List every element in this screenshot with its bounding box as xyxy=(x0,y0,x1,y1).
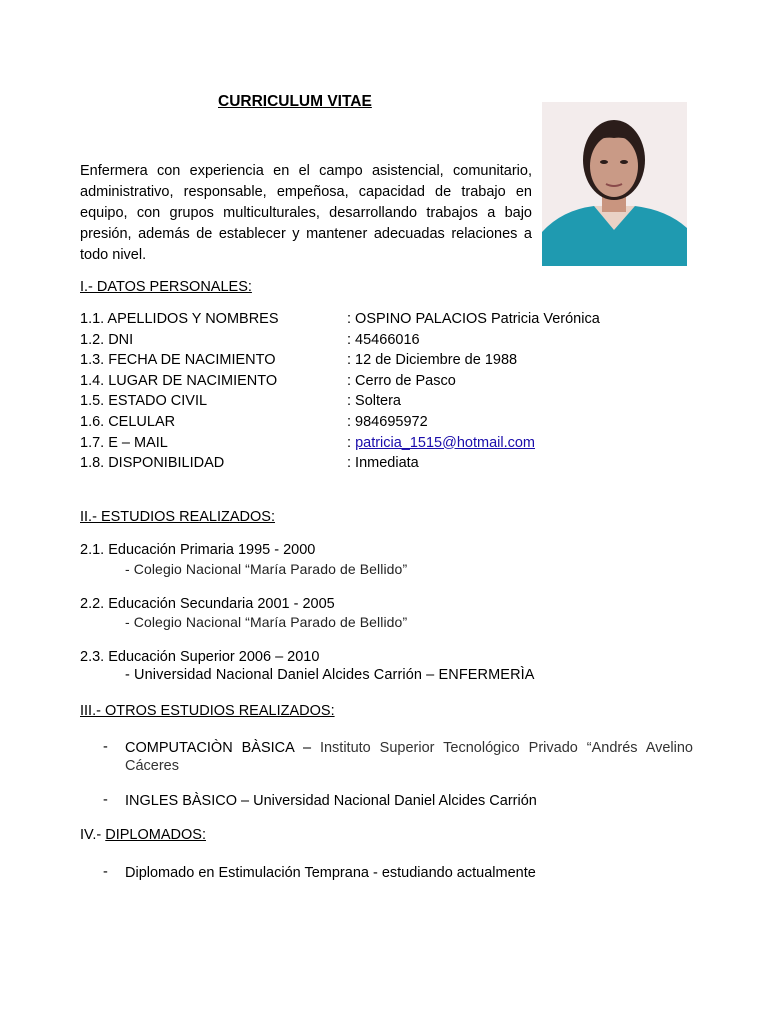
email-link[interactable]: patricia_1515@hotmail.com xyxy=(355,434,536,451)
section-heading-diplomas xyxy=(80,827,206,843)
other-study-institution: Instituto Superior Tecnológico Privado “Andrés Avelino Cáceres xyxy=(125,740,693,774)
study-institution: - Universidad Nacional Daniel Alcides Carrión – ENFERMERÌA xyxy=(125,667,535,683)
personal-label: 1.1. APELLIDOS Y NOMBRES xyxy=(80,311,279,327)
personal-label: 1.2. DNI xyxy=(80,331,134,348)
other-study-item: INGLES BÀSICO – Universidad Nacional Daniel Alcides Carrión xyxy=(125,793,537,809)
personal-label: 1.6. CELULAR xyxy=(80,414,176,430)
personal-label: 1.7. E – MAIL xyxy=(80,434,168,451)
personal-value: : 45466016 xyxy=(347,331,420,348)
personal-value-prefix: : xyxy=(347,434,356,451)
study-line: 2.1. Educación Primaria 1995 - 2000 xyxy=(80,542,316,558)
personal-value: : 984695972 xyxy=(347,414,428,430)
section-heading-studies: II.- ESTUDIOS REALIZADOS: xyxy=(80,509,275,525)
diploma-item: Diplomado en Estimulación Temprana - estudiando actualmente xyxy=(125,865,536,881)
personal-value: : 12 de Diciembre de 1988 xyxy=(347,352,518,369)
section-heading-other-studies: III.- OTROS ESTUDIOS REALIZADOS: xyxy=(80,703,335,719)
personal-value: : Soltera xyxy=(347,393,401,410)
personal-value: : OSPINO PALACIOS Patricia Verónica xyxy=(347,311,600,327)
profile-summary: Enfermera con experiencia en el campo asistencial, comunitario, administrativo, responsable, empeñosa, capacidad de trabajo en equipo, con grupos multiculturales, desarrollando trabajos a bajo presión, además de establecer y mantener adecuadas relaciones a todo nivel. xyxy=(80,163,532,263)
personal-row xyxy=(80,433,535,454)
personal-row xyxy=(80,412,428,433)
bullet-marker: - xyxy=(103,739,108,755)
profile-photo xyxy=(542,102,687,266)
personal-row xyxy=(80,350,517,371)
personal-label: 1.3. FECHA DE NACIMIENTO xyxy=(80,352,276,369)
other-study-item xyxy=(125,739,693,775)
personal-row xyxy=(80,453,419,474)
personal-label: 1.8. DISPONIBILIDAD xyxy=(80,455,225,472)
personal-row xyxy=(80,391,401,412)
study-institution: - Colegio Nacional “María Parado de Bellido” xyxy=(125,561,408,577)
personal-label: 1.4. LUGAR DE NACIMIENTO xyxy=(80,372,278,389)
personal-value: : Cerro de Pasco xyxy=(347,372,456,389)
personal-value: : Inmediata xyxy=(347,455,419,472)
study-institution: - Colegio Nacional “María Parado de Bellido” xyxy=(125,614,408,630)
study-line: 2.2. Educación Secundaria 2001 - 2005 xyxy=(80,596,335,612)
personal-row xyxy=(80,330,420,351)
bullet-marker: - xyxy=(103,864,108,880)
section-number: IV.- xyxy=(80,827,106,843)
personal-row xyxy=(80,309,600,330)
personal-label: 1.5. ESTADO CIVIL xyxy=(80,393,208,410)
section-title: DIPLOMADOS: xyxy=(105,827,206,843)
personal-row xyxy=(80,371,456,392)
section-heading-personal: I.- DATOS PERSONALES: xyxy=(80,279,252,295)
other-study-title: COMPUTACIÒN BÀSICA – xyxy=(125,740,320,756)
study-line: 2.3. Educación Superior 2006 – 2010 xyxy=(80,649,320,665)
document-title: CURRICULUM VITAE xyxy=(218,93,372,110)
bullet-marker: - xyxy=(103,792,108,808)
